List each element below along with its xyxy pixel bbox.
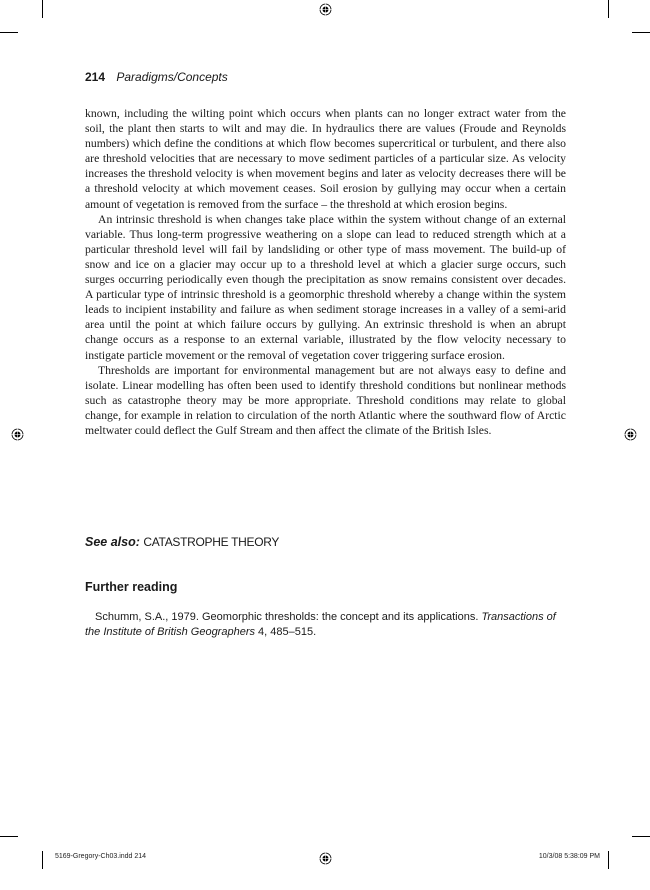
reference-prefix: Schumm, S.A., 1979. Geomorphic thresholds: the concept and its applications.	[95, 611, 479, 623]
page-number: 214	[85, 70, 106, 84]
crop-mark-right-top	[632, 32, 650, 33]
registration-mark-right-icon	[624, 428, 637, 441]
reference-suffix: 4, 485–515.	[258, 626, 317, 638]
running-head-section: Paradigms/Concepts	[116, 70, 228, 84]
crop-mark-top-right	[608, 0, 609, 18]
see-also-label: See also:	[85, 535, 140, 549]
paragraph-1: known, including the wilting point which occurs when plants can no longer extract water from the soil, the plant then starts to wilt and may die. In hydraulics there are values (Froude and Reynolds numbers) which define the conditions at which flow becomes supercritical or turbulent, and there also are threshold velocities that are necessary to move sediment particles of a particular size. As velocity increases the threshold velocity is when movement begins and later as velocity decreases there will be a threshold velocity at which movement ceases. Soil erosion by gullying may occur when a certain amount of vegetation is removed from the surface – the threshold at which erosion begins.	[85, 107, 566, 211]
further-reading-heading: Further reading	[85, 580, 178, 594]
slug-timestamp: 10/3/08 5:38:09 PM	[538, 853, 600, 860]
see-also-term: CATASTROPHE THEORY	[143, 535, 280, 549]
running-head	[85, 70, 228, 84]
crop-mark-right-bottom	[632, 836, 650, 837]
crop-mark-top-left	[42, 0, 43, 18]
paragraph-3: Thresholds are important for environmental management but are not always easy to define and isolate. Linear modelling has often been used to identify threshold conditions but nonlinear methods such as catastrophe theory may be more appropriate. Threshold conditions may relate to global change, for example in relation to circulation of the north Atlantic where the southward flow of Arctic meltwater could deflect the Gulf Stream and then affect the climate of the British Isles.	[85, 363, 566, 437]
crop-mark-bottom-right	[608, 851, 609, 869]
registration-mark-top-icon	[319, 3, 332, 16]
registration-mark-left-icon	[11, 428, 24, 441]
crop-mark-bottom-left	[42, 851, 43, 869]
crop-mark-left-top	[0, 32, 18, 33]
paragraph-2: An intrinsic threshold is when changes take place within the system without change of an external variable. Thus long-term progressive weathering on a slope can lead to reduced strength which at a particular threshold level will fail by landsliding or other type of mass movement. The build-up of snow and ice on a glacier may occur up to a threshold level at which a glacier surge occurs, such surges occurring periodically even though the precipitation as snow remains consistent over decades. A particular type of intrinsic threshold is a geomorphic threshold whereby a change within the system leads to incipient instability and failure as when sediment storage increases in a valley of a semi-arid area until the point at which failure occurs by gullying. An extrinsic threshold is when an abrupt change occurs as a response to an external variable, illustrated by the flow velocity necessary to instigate particle movement or the removal of vegetation cover triggering surface erosion.	[85, 212, 566, 362]
reference-entry	[85, 610, 566, 640]
body-text	[85, 106, 566, 438]
reference-journal: Transactions of the Institute of British Geographers	[85, 611, 556, 638]
see-also	[85, 535, 279, 549]
slug-file-info: 5169-Gregory-Ch03.indd 214	[55, 853, 147, 860]
registration-mark-bottom-icon	[319, 852, 332, 865]
crop-mark-left-bottom	[0, 836, 18, 837]
